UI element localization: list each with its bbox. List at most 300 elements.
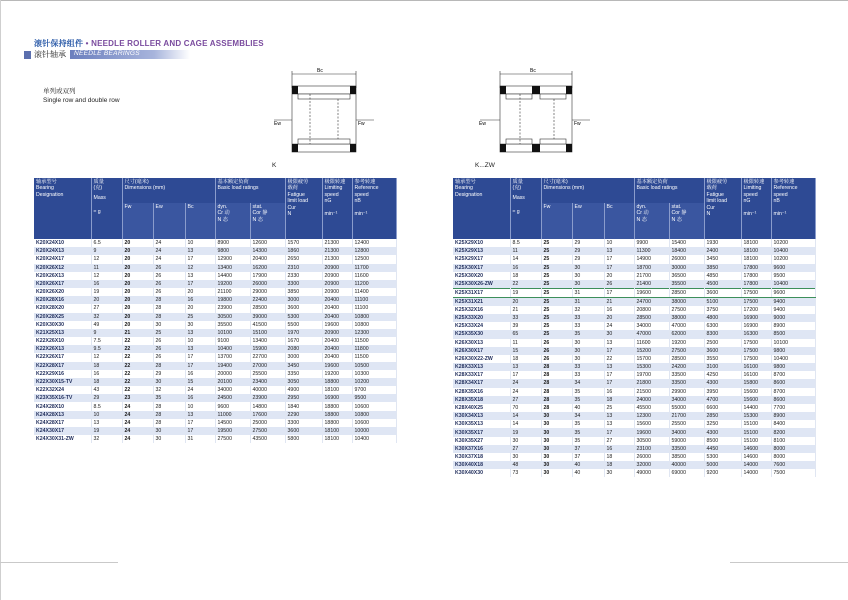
table-cell: 21400	[634, 280, 669, 289]
table-cell: K22X32X24	[34, 386, 91, 394]
table-cell: 13	[604, 420, 634, 428]
table-row	[34, 411, 396, 419]
table-cell: 16	[185, 370, 215, 378]
section-tag	[70, 50, 190, 59]
table-row	[453, 288, 815, 297]
table-cell: 4700	[704, 396, 741, 404]
page-left-border	[0, 0, 1, 600]
diagram-bc-label: Bc	[530, 68, 536, 74]
table-cell: 16100	[741, 363, 771, 371]
table-cell: 20	[604, 272, 634, 280]
table-cell: 30	[541, 469, 572, 477]
table-cell: 13	[510, 363, 541, 371]
table-cell: 18100	[741, 247, 771, 255]
table-cell: 29	[572, 239, 604, 247]
table-cell: 49	[91, 321, 122, 329]
table-cell: K21X25X13	[34, 329, 91, 337]
table-cell: 26	[153, 353, 185, 361]
table-cell: 20400	[322, 313, 352, 321]
table-cell: 73	[510, 469, 541, 477]
table-cell: 3750	[704, 306, 741, 314]
table-cell: 9800	[771, 347, 815, 355]
table-row	[34, 337, 396, 345]
table-cell: 9400	[771, 297, 815, 306]
table-cell: 8200	[771, 428, 815, 436]
table-cell: K30X35X13	[453, 420, 510, 428]
table-cell: 19200	[215, 280, 250, 288]
table-cell: 20	[122, 288, 153, 296]
table-cell: 20400	[322, 304, 352, 312]
diagram-fw-label: Fw	[574, 121, 581, 127]
table-cell: 4300	[704, 428, 741, 436]
table-row	[34, 255, 396, 263]
table-cell: 21500	[634, 388, 669, 396]
table-cell: 41500	[250, 321, 285, 329]
table-cell: 8500	[704, 437, 741, 445]
table-cell: 10000	[352, 427, 396, 435]
table-cell: K20X24X13	[34, 247, 91, 255]
table-cell: K25X32X16	[453, 306, 510, 314]
table-cell: 9500	[771, 272, 815, 280]
col-header-dyn: dyn. Cr 动 N 态	[215, 203, 250, 239]
table-cell: 3350	[285, 370, 322, 378]
table-cell: 4250	[704, 371, 741, 379]
table-cell: 26000	[250, 280, 285, 288]
page-top-border	[0, 0, 848, 1]
table-cell: 23900	[215, 304, 250, 312]
table-row	[453, 445, 815, 453]
header-title-en: NEEDLE ROLLER AND CAGE ASSEMBLIES	[91, 39, 264, 48]
table-cell: 28	[153, 304, 185, 312]
table-cell: 21100	[215, 288, 250, 296]
table-cell: 22	[122, 345, 153, 353]
table-cell: 15600	[634, 420, 669, 428]
table-cell: 22	[122, 362, 153, 370]
table-cell: 24	[153, 239, 185, 247]
table-cell: 9	[91, 247, 122, 255]
table-cell: 3300	[285, 280, 322, 288]
col-header-fw: Fw	[122, 203, 153, 239]
col-header-designation: 轴承型号 Bearing Designation	[453, 178, 510, 239]
table-cell: 22700	[250, 353, 285, 361]
table-cell: 10400	[771, 247, 815, 255]
table-cell: 3450	[704, 255, 741, 263]
table-cell: 20	[122, 247, 153, 255]
table-cell: 30	[541, 453, 572, 461]
table-cell: 29900	[669, 388, 704, 396]
table-cell: K20X28X16	[34, 296, 91, 304]
table-cell: 28	[153, 411, 185, 419]
table-cell: 10800	[352, 313, 396, 321]
table-cell: 7600	[771, 461, 815, 469]
diagram-fw-label: Fw	[358, 121, 365, 127]
table-cell: 31	[185, 435, 215, 443]
table-cell: 30500	[215, 313, 250, 321]
table-cell: 17	[604, 264, 634, 272]
table-row	[453, 264, 815, 272]
table-cell: 23100	[634, 445, 669, 453]
table-cell: 10	[185, 337, 215, 345]
table-cell: 25	[541, 297, 572, 306]
table-cell: 14600	[741, 445, 771, 453]
table-cell: 30	[510, 453, 541, 461]
table-cell: 26000	[634, 453, 669, 461]
header-separator: •	[85, 39, 89, 48]
table-cell: 10400	[771, 280, 815, 289]
table-cell: 28	[153, 362, 185, 370]
table-cell: 25	[541, 255, 572, 263]
table-cell: 10200	[771, 239, 815, 247]
table-cell: 17800	[741, 264, 771, 272]
table-cell: 20	[122, 296, 153, 304]
table-cell: 13	[185, 411, 215, 419]
table-row	[34, 329, 396, 337]
table-cell: 13	[185, 247, 215, 255]
table-cell: 14300	[250, 247, 285, 255]
table-cell: 15300	[634, 363, 669, 371]
table-cell: 10600	[352, 419, 396, 427]
table-cell: 5300	[704, 453, 741, 461]
table-cell: 33500	[669, 371, 704, 379]
table-cell: 13400	[215, 264, 250, 272]
table-cell: 8.5	[510, 239, 541, 247]
table-cell: 4500	[704, 280, 741, 289]
table-cell: K24X28X10	[34, 402, 91, 410]
table-cell: 39	[510, 322, 541, 330]
table-cell: 25	[541, 322, 572, 330]
table-cell: 3850	[285, 288, 322, 296]
table-cell: 17900	[250, 272, 285, 280]
table-cell: 26	[541, 355, 572, 363]
table-row	[453, 453, 815, 461]
table-cell: 15600	[741, 396, 771, 404]
table-cell: 30	[185, 321, 215, 329]
table-cell: 9500	[352, 394, 396, 402]
table-cell: 10400	[771, 355, 815, 363]
table-row	[453, 437, 815, 445]
table-cell: 11400	[352, 288, 396, 296]
table-cell: K22X26X17	[34, 353, 91, 361]
table-row	[34, 288, 396, 296]
table-cell: 27500	[215, 435, 250, 443]
table-cell: 24500	[215, 394, 250, 402]
table-cell: 30	[153, 321, 185, 329]
table-cell: K22X29X16	[34, 370, 91, 378]
table-cell: 11600	[634, 339, 669, 347]
table-cell: 8000	[771, 445, 815, 453]
table-cell: 9700	[352, 386, 396, 394]
table-cell: 27000	[250, 362, 285, 370]
table-cell: K26X30X13	[453, 339, 510, 347]
table-cell: 11	[510, 339, 541, 347]
table-cell: 37	[572, 453, 604, 461]
col-header-dimensions: 尺寸(毫米) Dimensions (mm)	[122, 178, 215, 203]
table-cell: 8600	[771, 379, 815, 387]
table-cell: 10	[604, 239, 634, 247]
table-cell: 20400	[322, 345, 352, 353]
table-row	[34, 313, 396, 321]
table-cell: 17	[185, 362, 215, 370]
table-cell: 12	[91, 272, 122, 280]
table-cell: 37	[572, 445, 604, 453]
table-cell: 8100	[771, 437, 815, 445]
table-cell: K25X30X26-ZW	[453, 280, 510, 289]
table-row	[453, 322, 815, 330]
table-cell: K25X35X30	[453, 330, 510, 338]
table-cell: 19500	[215, 427, 250, 435]
table-cell: 34000	[669, 396, 704, 404]
table-cell: 4850	[704, 272, 741, 280]
table-cell: 3000	[285, 296, 322, 304]
table-cell: 10	[185, 402, 215, 410]
table-cell: 12500	[352, 255, 396, 263]
table-cell: 3600	[704, 347, 741, 355]
table-cell: 24700	[634, 297, 669, 306]
table-cell: 24	[122, 419, 153, 427]
table-cell: 21	[604, 297, 634, 306]
table-cell: 28500	[669, 288, 704, 297]
table-cell: K22X26X10	[34, 337, 91, 345]
table-cell: 26	[153, 272, 185, 280]
table-cell: 17500	[741, 297, 771, 306]
table-cell: 23400	[250, 378, 285, 386]
table-cell: 23900	[250, 394, 285, 402]
table-cell: 17	[604, 288, 634, 297]
table-row	[453, 420, 815, 428]
table-cell: 25500	[250, 370, 285, 378]
table-cell: 10500	[352, 362, 396, 370]
table-cell: K25X30X17	[453, 264, 510, 272]
table-row	[453, 412, 815, 420]
table-cell: 2080	[285, 345, 322, 353]
table-cell: 8300	[704, 330, 741, 338]
table-cell: 28	[541, 404, 572, 412]
table-cell: 11800	[352, 345, 396, 353]
table-cell: 26	[153, 337, 185, 345]
table-cell: 14400	[215, 272, 250, 280]
table-cell: K20X28X25	[34, 313, 91, 321]
table-cell: 17500	[741, 339, 771, 347]
col-header-mass: 质量 (克) Mass ≈ g	[91, 178, 122, 239]
table-row	[453, 355, 815, 363]
table-cell: 28	[541, 379, 572, 387]
table-cell: 25	[541, 239, 572, 247]
table-cell: 14	[510, 412, 541, 420]
table-cell: 12	[91, 255, 122, 263]
table-row	[34, 264, 396, 272]
table-cell: 7.5	[91, 337, 122, 345]
table-cell: 20	[122, 264, 153, 272]
table-cell: 34	[572, 379, 604, 387]
table-cell: 18	[510, 355, 541, 363]
bearing-diagram-k	[270, 64, 380, 164]
page-header	[34, 38, 264, 49]
table-cell: 24	[122, 411, 153, 419]
table-cell: 25	[541, 330, 572, 338]
table-cell: 10600	[352, 402, 396, 410]
table-cell: 3450	[285, 362, 322, 370]
row-type-label-en: Single row and double row	[43, 97, 120, 104]
bearing-table-left	[34, 178, 397, 443]
table-cell: 16900	[741, 322, 771, 330]
table-cell: 22	[122, 378, 153, 386]
table-cell: 17500	[741, 347, 771, 355]
table-cell: K28X33X13	[453, 363, 510, 371]
table-cell: 18800	[322, 411, 352, 419]
section-header	[24, 49, 214, 60]
table-cell: 9800	[215, 247, 250, 255]
table-cell: 47000	[669, 322, 704, 330]
diagram-caption-k-zw: K...ZW	[475, 162, 495, 169]
table-cell: 30	[572, 355, 604, 363]
table-cell: 16	[185, 296, 215, 304]
table-cell: 55000	[669, 404, 704, 412]
table-cell: 39000	[250, 313, 285, 321]
table-cell: 22	[122, 337, 153, 345]
table-cell: 14000	[741, 469, 771, 477]
table-row	[453, 404, 815, 412]
table-cell: 19600	[322, 321, 352, 329]
table-cell: 13	[91, 419, 122, 427]
table-cell: 9200	[704, 469, 741, 477]
table-cell: K28X35X18	[453, 396, 510, 404]
diagram-ew-label: Ew	[479, 121, 486, 127]
diagram-ew-label: Ew	[274, 121, 281, 127]
table-cell: 13	[185, 329, 215, 337]
table-cell: 10800	[352, 321, 396, 329]
table-cell: 2310	[285, 264, 322, 272]
table-cell: 18100	[322, 435, 352, 443]
table-cell: 15	[510, 347, 541, 355]
table-cell: 69000	[669, 469, 704, 477]
table-cell: 1860	[285, 247, 322, 255]
table-cell: 17	[510, 371, 541, 379]
table-cell: 21300	[322, 255, 352, 263]
col-header-mass: 质量 (克) Mass ≈ g	[510, 178, 541, 239]
table-cell: 12800	[352, 247, 396, 255]
table-cell: K30X40X18	[453, 461, 510, 469]
table-cell: 25000	[250, 419, 285, 427]
table-cell: 19600	[634, 428, 669, 436]
table-cell: 24	[185, 386, 215, 394]
table-cell: 43	[91, 386, 122, 394]
table-cell: 27	[91, 304, 122, 312]
table-body-right	[453, 239, 815, 477]
table-cell: 4450	[704, 445, 741, 453]
table-cell: 32	[91, 435, 122, 443]
table-row	[34, 419, 396, 427]
table-cell: 9100	[215, 337, 250, 345]
table-cell: 30	[541, 412, 572, 420]
table-cell: K30X37X16	[453, 445, 510, 453]
table-cell: 10400	[352, 435, 396, 443]
table-row	[34, 296, 396, 304]
table-cell: 24	[510, 388, 541, 396]
table-cell: 34	[572, 412, 604, 420]
table-cell: 16	[510, 264, 541, 272]
table-cell: 24	[510, 379, 541, 387]
table-cell: 9600	[771, 288, 815, 297]
table-cell: 14	[510, 420, 541, 428]
table-cell: K26X30X22-ZW	[453, 355, 510, 363]
table-cell: 20	[604, 314, 634, 322]
table-cell: 17600	[250, 411, 285, 419]
table-cell: K20X26X20	[34, 288, 91, 296]
table-cell: 15900	[250, 345, 285, 353]
table-cell: 1970	[285, 329, 322, 337]
table-cell: 22	[122, 370, 153, 378]
table-cell: 32	[572, 306, 604, 314]
table-cell: 43500	[250, 435, 285, 443]
table-cell: 25	[604, 404, 634, 412]
table-row	[453, 363, 815, 371]
table-cell: K20X26X12	[34, 264, 91, 272]
table-row	[453, 388, 815, 396]
table-cell: 33	[572, 371, 604, 379]
table-cell: 25	[541, 272, 572, 280]
table-cell: 13	[604, 339, 634, 347]
header-title-cn: 滚针保持组件	[34, 39, 84, 48]
table-cell: 19400	[215, 362, 250, 370]
table-cell: 21800	[634, 379, 669, 387]
table-row	[34, 280, 396, 288]
table-cell: 12	[185, 264, 215, 272]
table-cell: 5800	[285, 435, 322, 443]
table-cell: 3100	[704, 363, 741, 371]
table-cell: 20	[185, 288, 215, 296]
table-cell: K25X29X17	[453, 255, 510, 263]
table-cell: 14500	[215, 419, 250, 427]
table-cell: 13	[604, 247, 634, 255]
table-cell: 30	[572, 339, 604, 347]
table-cell: 18	[91, 362, 122, 370]
table-cell: 9000	[771, 314, 815, 322]
table-cell: 8900	[215, 239, 250, 247]
table-cell: 30	[572, 264, 604, 272]
table-cell: 35	[572, 420, 604, 428]
table-cell: 18800	[322, 419, 352, 427]
table-cell: 24200	[669, 363, 704, 371]
table-cell: 18100	[741, 255, 771, 263]
table-cell: 30	[572, 347, 604, 355]
table-cell: 47000	[634, 330, 669, 338]
table-cell: 40000	[669, 461, 704, 469]
table-cell: 17	[185, 280, 215, 288]
table-cell: 10100	[771, 339, 815, 347]
table-cell: 25	[185, 313, 215, 321]
table-cell: K24X28X13	[34, 411, 91, 419]
table-cell: 25	[541, 306, 572, 314]
table-cell: 30	[604, 469, 634, 477]
table-cell: 18	[510, 272, 541, 280]
table-cell: 18800	[322, 402, 352, 410]
footer-rule-left	[0, 562, 118, 563]
table-row	[453, 330, 815, 338]
table-cell: 29	[572, 255, 604, 263]
table-cell: 11500	[352, 337, 396, 345]
table-row	[453, 396, 815, 404]
table-cell: 15700	[634, 355, 669, 363]
table-cell: 25	[541, 264, 572, 272]
table-cell: 20400	[322, 337, 352, 345]
table-cell: 20	[122, 321, 153, 329]
table-cell: 22	[122, 386, 153, 394]
table-cell: 11500	[352, 353, 396, 361]
table-cell: 21	[122, 329, 153, 337]
col-header-ew: Ew	[153, 203, 185, 239]
table-row	[34, 247, 396, 255]
table-cell: 12400	[352, 239, 396, 247]
